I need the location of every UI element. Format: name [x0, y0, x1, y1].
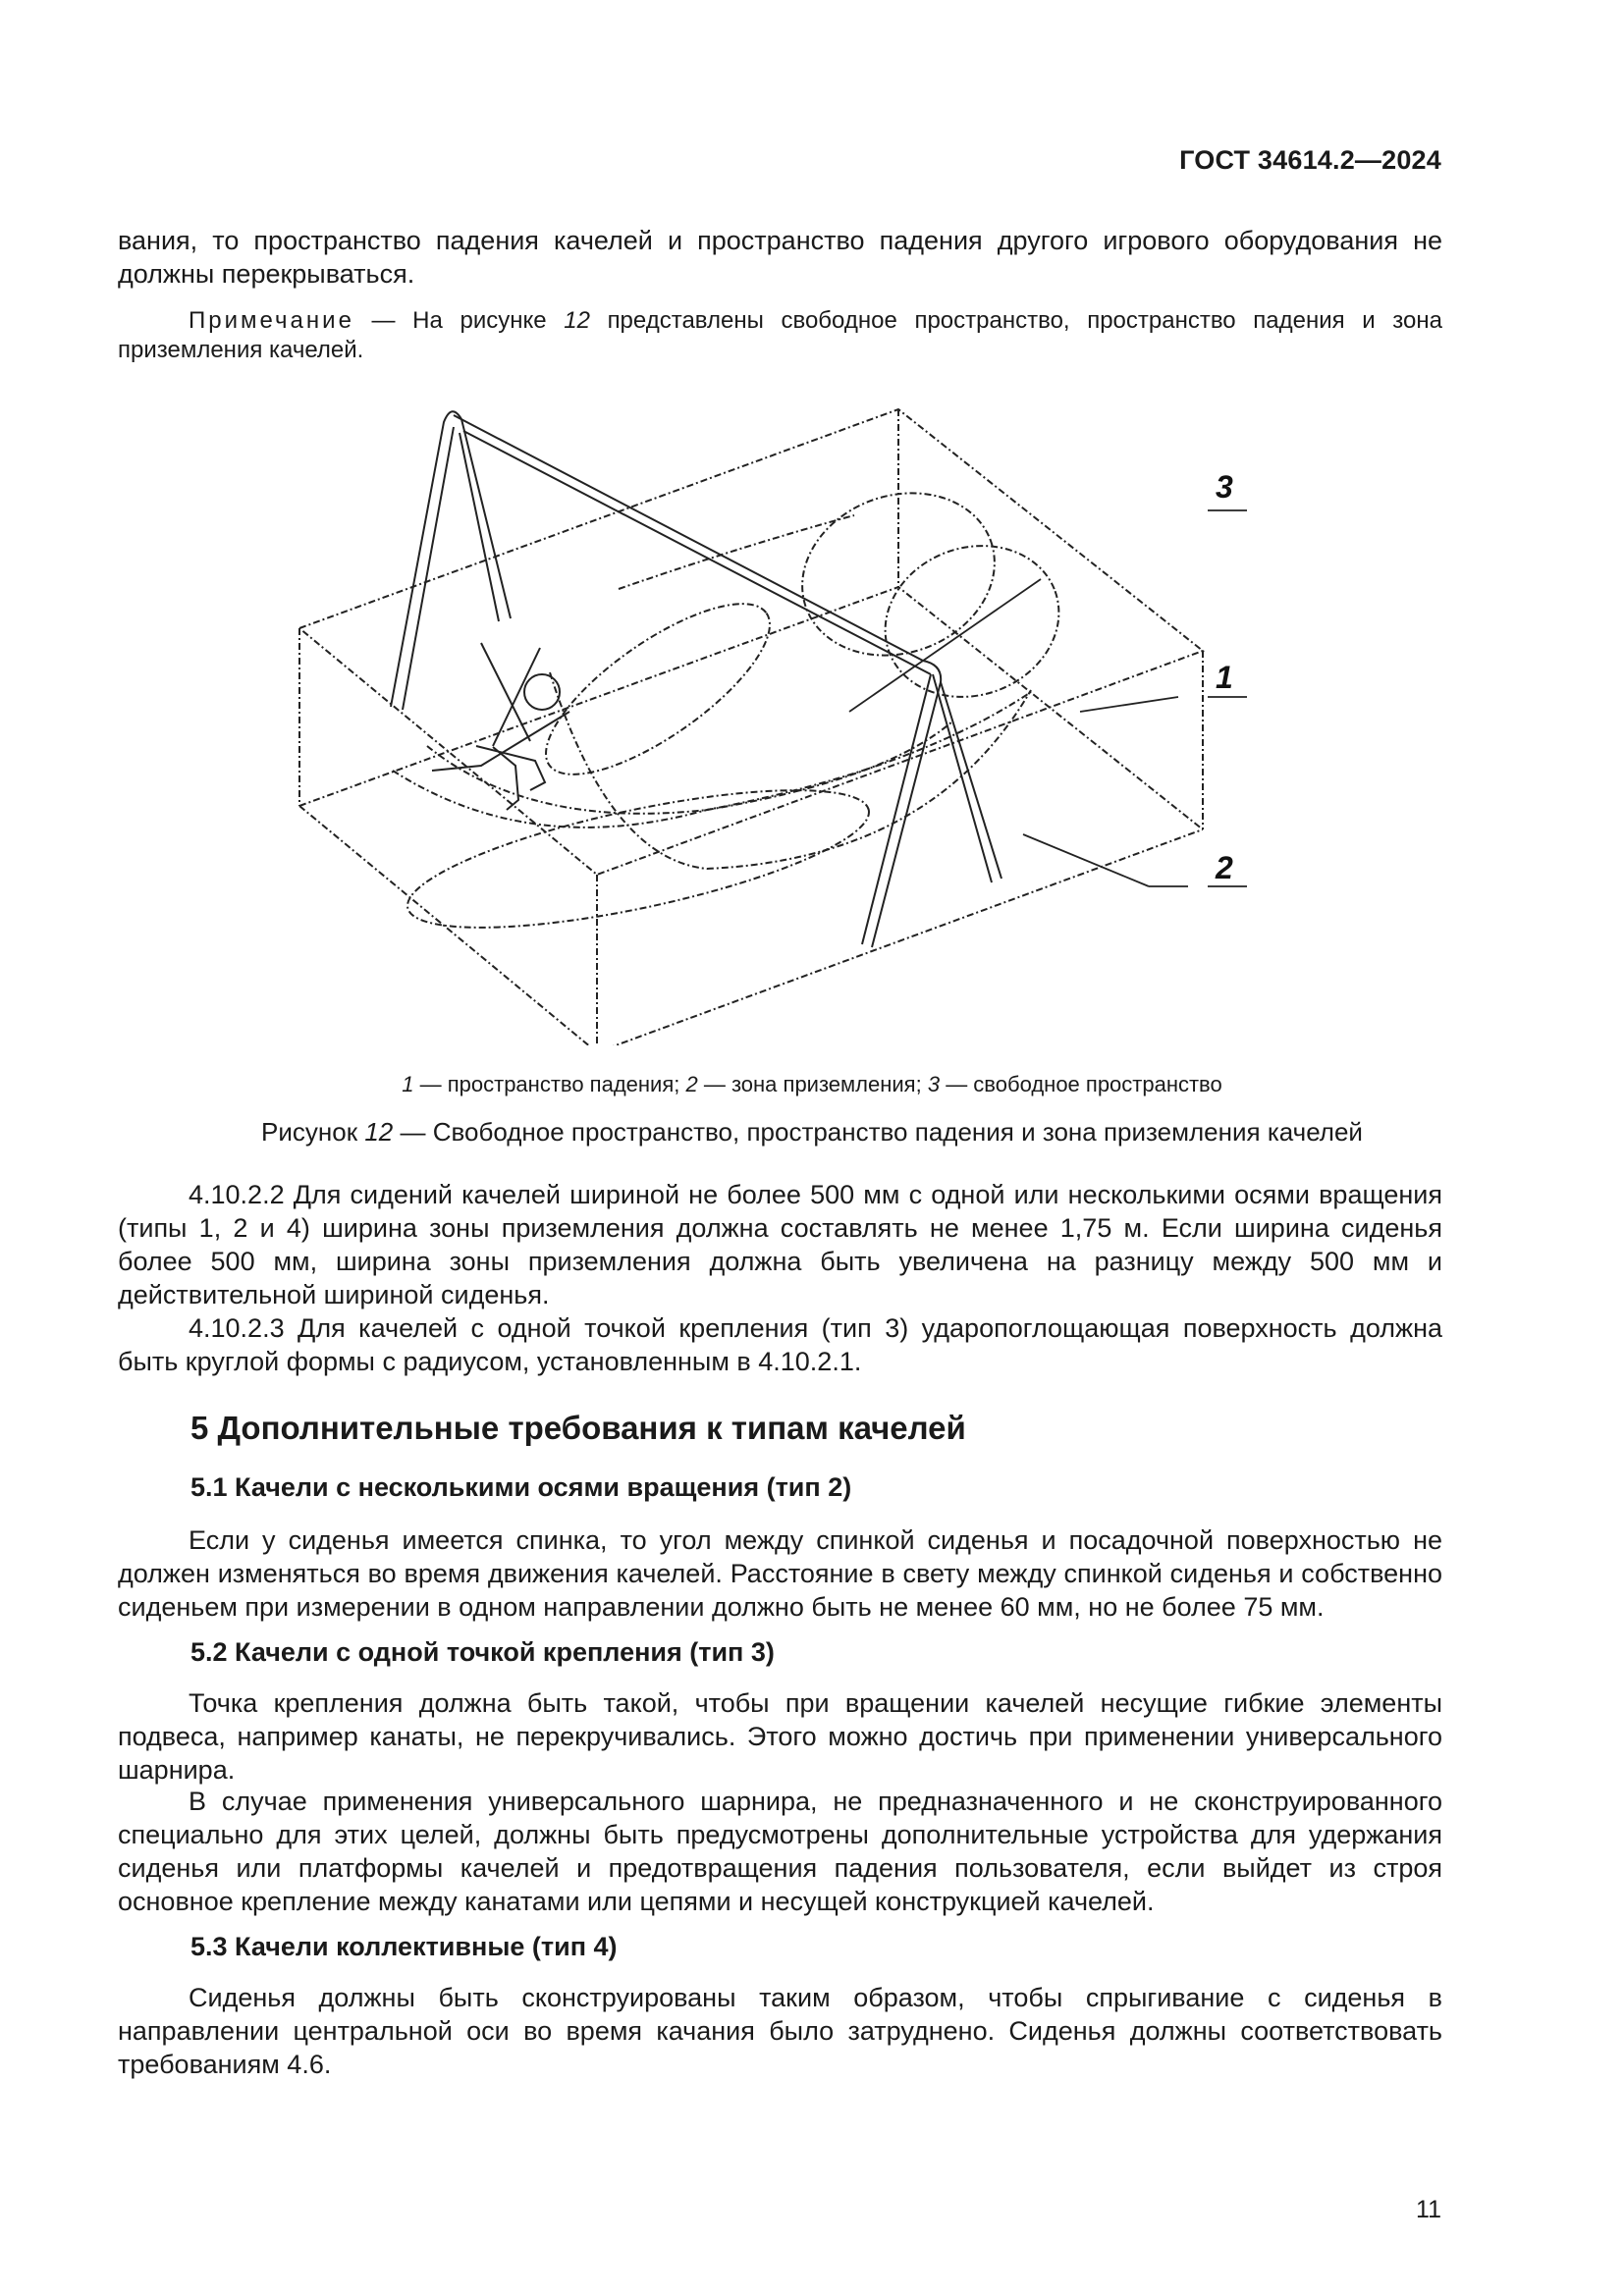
leader-line-2 — [1023, 834, 1149, 886]
section-5-heading: 5 Дополнительные требования к типам качелей — [190, 1410, 966, 1446]
swing-seat-with-child — [432, 643, 569, 810]
swing-space-figure — [285, 398, 1267, 1045]
callout-3: 3 — [1216, 469, 1233, 505]
section-5-2-heading: 5.2 Качели с одной точкой крепления (тип 3) — [190, 1637, 775, 1667]
section-5-2-paragraph-2: В случае применения универсального шарнира, не предназначенного и не сконструированного специально для этих целей, должны быть предусмотрены дополнительные устройства для удержания сиденья или платформы качелей и предотвращения падения пользователя, если выйдет из строя основное крепление между канатами или цепями и несущей конструкцией качелей. — [118, 1787, 1442, 1916]
callout-2: 2 — [1216, 850, 1233, 885]
section-5-1-paragraph: Если у сиденья имеется спинка, то угол между спинкой сиденья и посадочной поверхностью не должен изменяться во время движения качелей. Расстояние в свету между спинкой сиденья и собственно сиденьем при измерении в одном направлении должно быть не менее 60 мм, но не более 75 мм. — [118, 1525, 1442, 1622]
note-paragraph — [118, 306, 1442, 365]
paragraph-4-10-2-3: 4.10.2.3 Для качелей с одной точкой крепления (тип 3) ударопоглощающая поверхность должна быть круглой формы с радиусом, установленным в 4.10.2.1. — [118, 1313, 1442, 1376]
leader-line-1 — [1080, 697, 1178, 712]
note-text-b: представлены свободное пространство, пространство падения и зона приземления качелей. — [118, 307, 1442, 363]
free-space-volume — [393, 467, 1080, 956]
figure-legend: 1 — пространство падения; 2 — зона приземления; 3 — свободное пространство — [402, 1072, 1222, 1096]
fall-space-box — [299, 409, 1203, 1045]
paragraph-4-10-2-2: 4.10.2.2 Для сидений качелей шириной не более 500 мм с одной или несколькими осями вращения (типы 1, 2 и 4) ширина зоны приземления должна составлять не менее 1,75 м. Если ширина сиденья более 500 мм, ширина зоны приземления должна быть увеличена на разницу между 500 мм и действительной шириной сиденья. — [118, 1180, 1442, 1309]
note-text-a: — На рисунке — [353, 307, 565, 334]
note-figure-number: 12 — [564, 307, 590, 334]
page-number: 11 — [1416, 2196, 1441, 2223]
section-5-3-heading: 5.3 Качели коллективные (тип 4) — [190, 1932, 618, 1961]
callout-1: 1 — [1216, 660, 1233, 695]
section-5-3-paragraph: Сиденья должны быть сконструированы таким образом, чтобы спрыгивание с сиденья в направлении центральной оси во время качания было затруднено. Сиденья должны соответствовать требованиям 4.6. — [118, 1983, 1442, 2079]
section-5-2-paragraph-1: Точка крепления должна быть такой, чтобы при вращении качелей несущие гибкие элементы подвеса, например канаты, не перекручивались. Этого можно достичь при применении универсального шарнира. — [118, 1688, 1442, 1785]
section-5-1-heading: 5.1 Качели с несколькими осями вращения (тип 2) — [190, 1472, 852, 1502]
continuation-paragraph: вания, то пространство падения качелей и пространство падения другого игрового оборудования не должны перекрываться. — [118, 226, 1442, 289]
figure-caption: Рисунок 12 — Свободное пространство, пространство падения и зона приземления качелей — [261, 1117, 1363, 1147]
document-code-header: ГОСТ 34614.2—2024 — [1179, 145, 1441, 175]
note-label: Примечание — [189, 307, 354, 334]
leader-line-3 — [849, 579, 1041, 712]
